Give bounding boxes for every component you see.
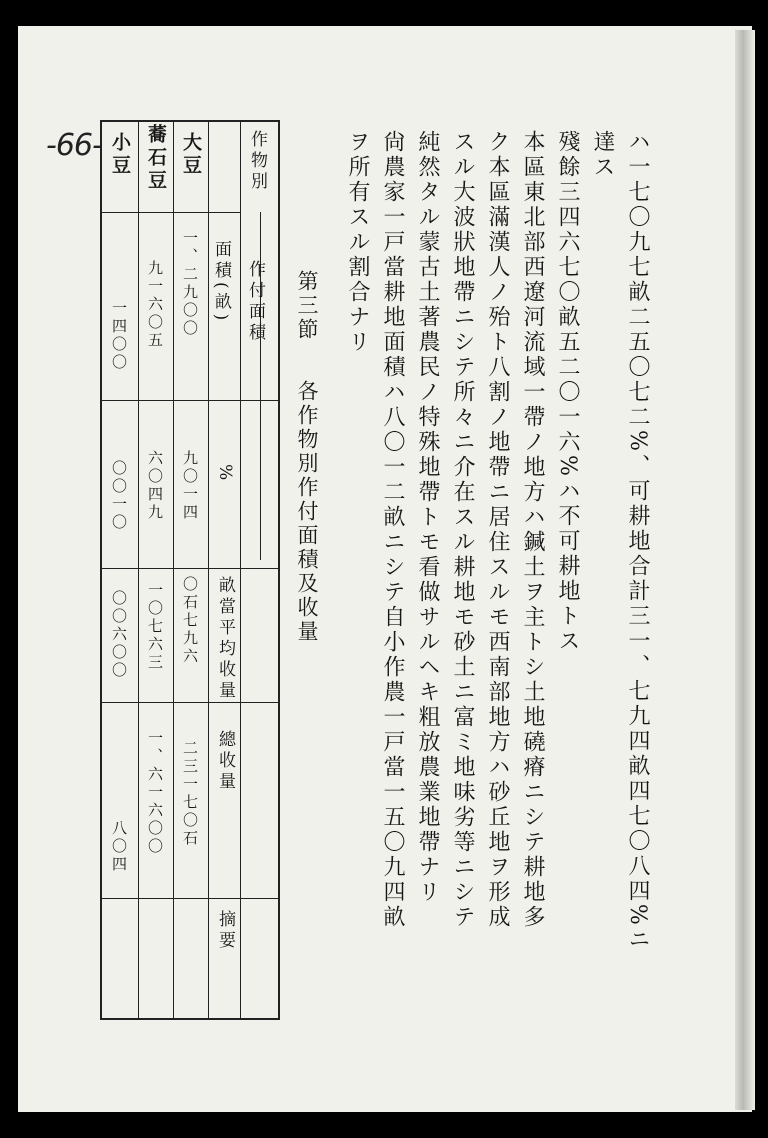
text-line-6: スル大波狀地帶ニシテ所々ニ介在スル耕地モ砂土ニ富ミ地味劣等ニシテ: [450, 130, 475, 930]
row-2-yield: 一〇七六三: [146, 582, 164, 672]
row-2-crop: 蕎石豆: [145, 124, 167, 193]
row-2-percent: 六〇四九: [146, 450, 164, 522]
row-1-total: 二三一七〇石: [181, 740, 199, 848]
row-1-percent: 九〇一四: [181, 450, 199, 522]
row-3-area: 一四〇〇: [110, 300, 128, 372]
row-3-yield: 〇〇六〇〇: [110, 590, 128, 680]
page-number: -66-: [46, 128, 102, 163]
header-remarks: 摘要: [215, 910, 235, 952]
header-yield-avg: 畝當平均收量: [215, 576, 235, 702]
row-1-crop: 大豆: [180, 132, 202, 178]
row-3-crop: 小豆: [109, 132, 131, 178]
page-edge: [735, 30, 755, 1110]
text-line-8: 尙農家一戸當耕地面積ハ八〇一二畝ニシテ自小作農一戸當一五〇九四畝: [380, 130, 405, 930]
text-line-5: ク本區滿漢人ノ殆ト八割ノ地帶ニ居住スルモ西南部地方ハ砂丘地ヲ形成: [485, 130, 510, 930]
section-number: 第三節: [295, 270, 319, 342]
text-line-4: 本區東北部西遼河流域一帶ノ地方ハ鍼土ヲ主トシ土地磽瘠ニシテ耕地多: [520, 130, 545, 930]
row-1-yield: 〇石七九六: [181, 576, 199, 666]
row-3-total: 八〇四: [110, 820, 128, 874]
row-2-area: 九一六〇五: [146, 260, 164, 350]
text-line-2: 達ス: [590, 130, 615, 180]
header-percent: %: [215, 464, 235, 485]
header-area-group: 作付面積: [245, 260, 265, 344]
header-area: 面積(畝): [211, 240, 231, 325]
row-3-percent: 〇〇一〇: [110, 460, 128, 532]
crop-table: [100, 120, 280, 1020]
text-line-3: 殘餘三四六七〇畝五二〇一六%ハ不可耕地トス: [555, 130, 580, 654]
row-1-area: 一、二九〇〇: [181, 230, 199, 338]
header-crop: 作物別: [247, 130, 267, 193]
text-line-9: ヲ所有スル割合ナリ: [345, 130, 370, 355]
section-title: 各作物別作付面積及收量: [295, 380, 319, 644]
header-total: 總收量: [215, 730, 235, 793]
text-line-7: 純然タル蒙古土著農民ノ特殊地帶トモ看做サルヘキ粗放農業地帶ナリ: [415, 130, 440, 905]
text-line-1: ハ一七〇九七畝二五〇七二%、可耕地合計三一、七九四畝四七〇八四%ニ: [625, 130, 650, 953]
row-2-total: 一、六一六〇〇: [146, 730, 164, 856]
